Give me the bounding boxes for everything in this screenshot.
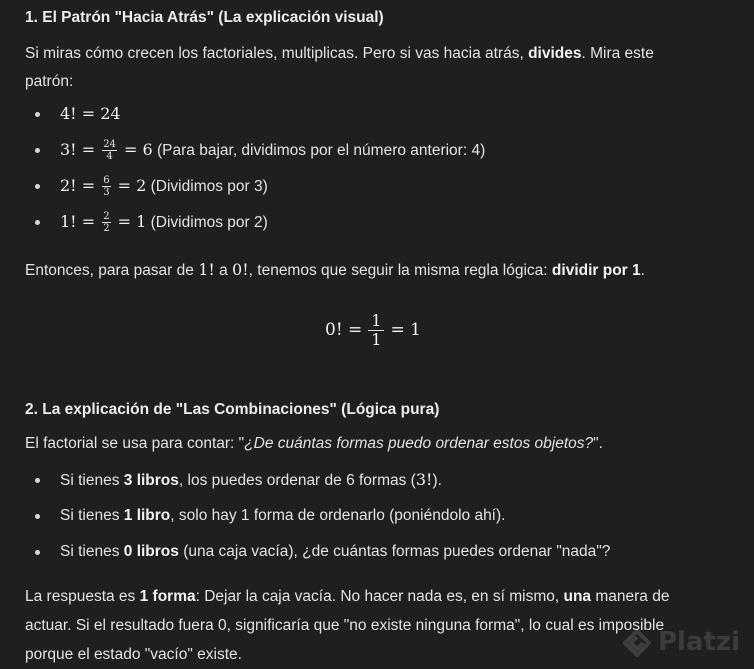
- section1-intro: Si miras cómo crecen los factoriales, multiplicas. Pero si vas hacia atrás, divides. Mira este patrón:: [25, 45, 654, 90]
- section1-conclusion: Entonces, para pasar de 1! a 0!, tenemos que seguir la misma regla lógica: dividir por 1.: [25, 260, 645, 279]
- list-item: Si tienes 1 libro, solo hay 1 forma de ordenarlo (poniéndolo ahí).: [25, 498, 610, 534]
- section2-answer: La respuesta es 1 forma: Dejar la caja vacía. No hacer nada es, en sí mismo, una manera de actuar. Si el resultado fuera 0, significaría que "no existe ninguna forma", lo cual es imposible porque el estado "vacío" existe.: [25, 588, 670, 663]
- list-item: 1! = $\frac{2}{2}$ = 1 (Dividimos por 2): [25, 204, 485, 240]
- list-item: 3! = $\frac{24}{4}$ = 6 (Para bajar, dividimos por el número anterior: 4): [25, 132, 485, 168]
- list-item: Si tienes 3 libros, los puedes ordenar de 6 formas (3!).: [25, 462, 610, 498]
- fraction: $\frac{1}{1}$: [368, 312, 384, 349]
- section1-heading: 1. El Patrón "Hacia Atrás" (La explicación visual): [25, 9, 384, 26]
- display-equation: 0! = $\frac{1}{1}$ = 1: [325, 311, 421, 349]
- fraction: $\frac{6}{3}$: [103, 175, 110, 199]
- fraction: $\frac{24}{4}$: [103, 139, 116, 163]
- fraction: $\frac{2}{2}$: [103, 211, 110, 235]
- watermark: Platzi: [622, 622, 740, 664]
- list-item: Si tienes 0 libros (una caja vacía), ¿de cuántas formas puedes ordenar "nada"?: [25, 534, 610, 570]
- list-item: 2! = $\frac{6}{3}$ = 2 (Dividimos por 3): [25, 168, 485, 204]
- combinations-list: [25, 462, 610, 570]
- section2-heading: 2. La explicación de "Las Combinaciones" (Lógica pura): [25, 401, 440, 418]
- platzi-logo-icon: [622, 628, 652, 658]
- section2-intro: El factorial se usa para contar: "¿De cuántas formas puedo ordenar estos objetos?".: [25, 435, 603, 452]
- list-item: 4! = 24: [25, 96, 485, 132]
- pattern-list: [25, 96, 485, 240]
